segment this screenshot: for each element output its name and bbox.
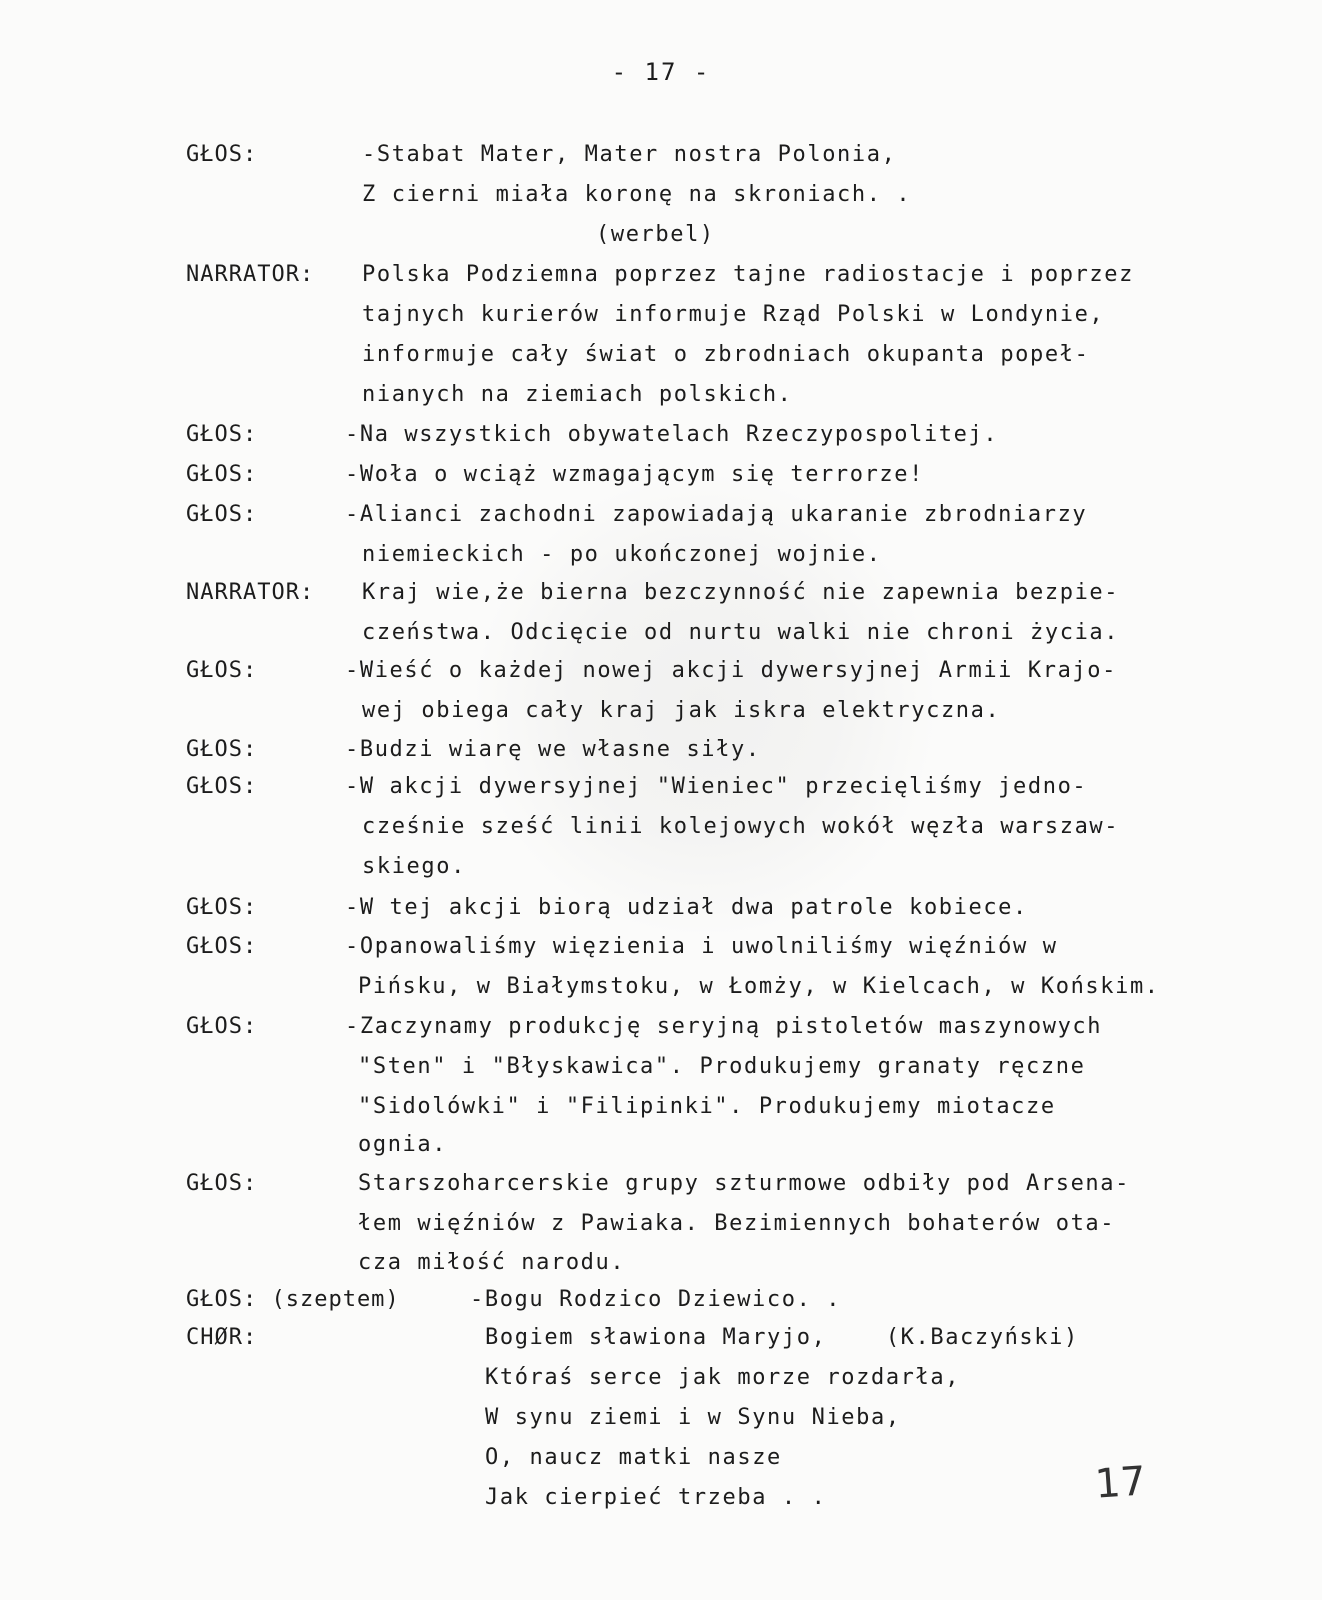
speaker-label: GŁOS: — [186, 502, 258, 527]
dialogue-line: -Opanowaliśmy więzienia i uwolniliśmy więźniów w — [345, 934, 1058, 959]
dialogue-line: -Na wszystkich obywatelach Rzeczypospolitej. — [345, 422, 999, 447]
speaker-label: GŁOS: — [186, 462, 258, 487]
dialogue-line: czeństwa. Odcięcie od nurtu walki nie chroni życia. — [362, 620, 1120, 645]
dialogue-line: "Sten" i "Błyskawica". Produkujemy granaty ręczne — [358, 1054, 1086, 1079]
speaker-label: NARRATOR: — [186, 262, 315, 287]
dialogue-line: nianych na ziemiach polskich. — [362, 382, 793, 407]
dialogue-line: -Stabat Mater, Mater nostra Polonia, — [362, 142, 897, 167]
speaker-label: NARRATOR: — [186, 580, 315, 605]
dialogue-line: cześnie sześć linii kolejowych wokół węzła warszaw- — [362, 814, 1120, 839]
dialogue-line: -W tej akcji biorą udział dwa patrole kobiece. — [345, 895, 1028, 920]
page-number: - 17 - — [611, 58, 711, 86]
speaker-label: GŁOS: — [186, 1014, 258, 1039]
speaker-label: GŁOS: — [186, 142, 258, 167]
dialogue-line: W synu ziemi i w Synu Nieba, — [485, 1405, 901, 1430]
dialogue-line: -Woła o wciąż wzmagającym się terrorze! — [345, 462, 924, 487]
handwritten-page-number: 17 — [1093, 1458, 1148, 1508]
dialogue-line: -Alianci zachodni zapowiadają ukaranie zbrodniarzy — [345, 502, 1088, 527]
dialogue-line: -Budzi wiarę we własne siły. — [345, 737, 761, 762]
speaker-label: GŁOS: — [186, 658, 258, 683]
dialogue-line: -W akcji dywersyjnej "Wieniec" przecięliśmy jedno- — [345, 774, 1088, 799]
dialogue-line: Kraj wie,że bierna bezczynność nie zapewnia bezpie- — [362, 580, 1120, 605]
dialogue-line: cza miłość narodu. — [358, 1250, 626, 1275]
dialogue-line: skiego. — [362, 854, 466, 879]
dialogue-line: -Zaczynamy produkcję seryjną pistoletów maszynowych — [345, 1014, 1103, 1039]
dialogue-line: niemieckich - po ukończonej wojnie. — [362, 542, 882, 567]
dialogue-line: "Sidolówki" i "Filipinki". Produkujemy miotacze — [358, 1094, 1056, 1119]
dialogue-line: Starszoharcerskie grupy szturmowe odbiły pod Arsena- — [358, 1171, 1130, 1196]
dialogue-line: informuje cały świat o zbrodniach okupanta popeł- — [362, 342, 1090, 367]
dialogue-line: Bogiem sławiona Maryjo, (K.Baczyński) — [485, 1325, 1079, 1350]
speaker-label: GŁOS: — [186, 934, 258, 959]
dialogue-line: Jak cierpieć trzeba . . — [485, 1485, 827, 1510]
dialogue-line: Któraś serce jak morze rozdarła, — [485, 1365, 961, 1390]
speaker-label: GŁOS: — [186, 774, 258, 799]
dialogue-line: tajnych kurierów informuje Rząd Polski w Londynie, — [362, 302, 1105, 327]
dialogue-line: ognia. — [358, 1132, 448, 1157]
speaker-label: GŁOS: — [186, 1171, 258, 1196]
dialogue-line: wej obiega cały kraj jak iskra elektryczna. — [362, 698, 1001, 723]
dialogue-line: -Bogu Rodzico Dziewico. . — [470, 1287, 842, 1312]
speaker-label: CHØR: — [186, 1325, 258, 1350]
dialogue-line: Pińsku, w Białymstoku, w Łomży, w Kielcach, w Końskim. — [358, 974, 1160, 999]
dialogue-line: Z cierni miała koronę na skroniach. . — [362, 182, 912, 207]
dialogue-line: Polska Podziemna poprzez tajne radiostacje i poprzez — [362, 262, 1134, 287]
speaker-label: GŁOS: (szeptem) — [186, 1287, 400, 1312]
dialogue-line: łem więźniów z Pawiaka. Bezimiennych bohaterów ota- — [358, 1211, 1116, 1236]
speaker-label: GŁOS: — [186, 737, 258, 762]
dialogue-line: O, naucz matki nasze — [485, 1445, 782, 1470]
speaker-label: GŁOS: — [186, 895, 258, 920]
stage-direction: (werbel) — [596, 222, 715, 247]
dialogue-line: -Wieść o każdej nowej akcji dywersyjnej Armii Krajo- — [345, 658, 1117, 683]
speaker-label: GŁOS: — [186, 422, 258, 447]
